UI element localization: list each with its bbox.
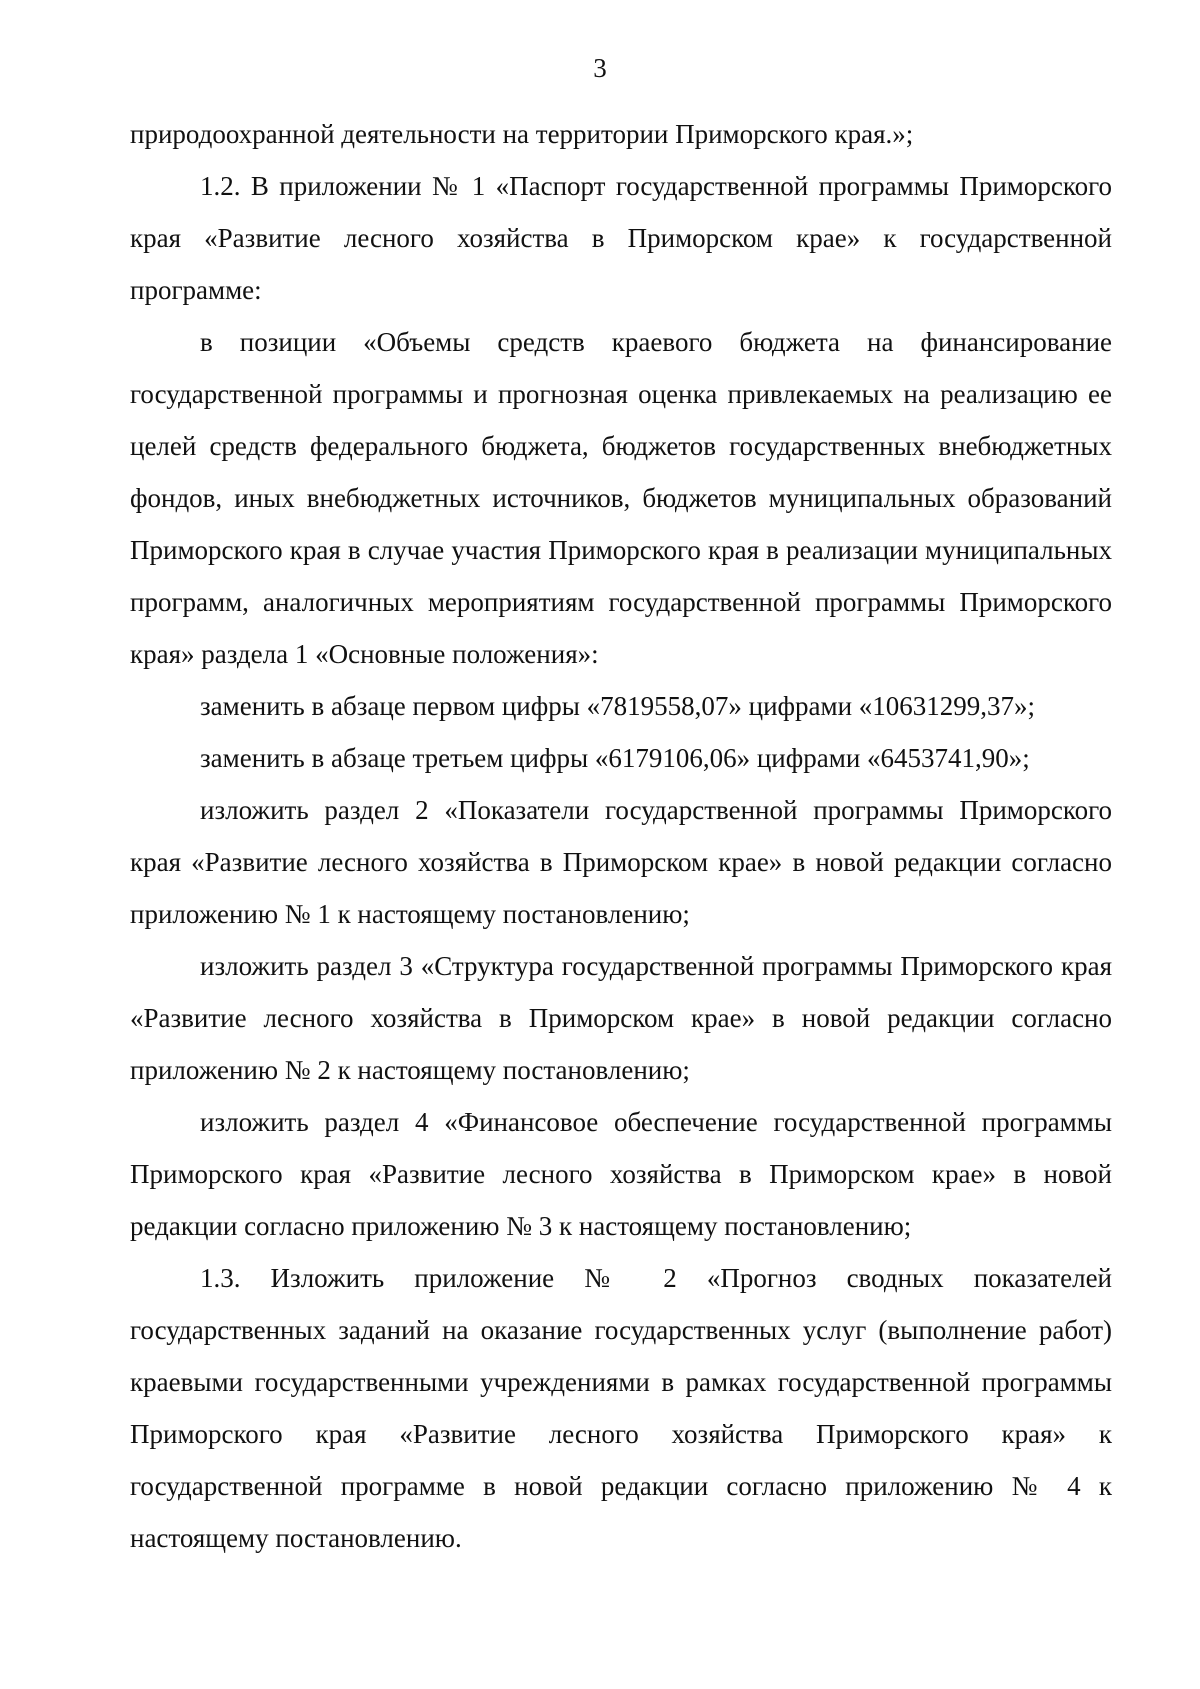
document-body [130, 108, 1112, 1564]
page-number: 3 [593, 53, 607, 83]
paragraph-replace-third: заменить в абзаце третьем цифры «6179106,06» цифрами «6453741,90»; [200, 743, 1030, 773]
paragraph-replace-first: заменить в абзаце первом цифры «7819558,07» цифрами «10631299,37»; [200, 691, 1036, 721]
paragraph-item-1-3: 1.3. Изложить приложение № 2 «Прогноз сводных показателей государственных заданий на оказание государственных услуг (выполнение работ) краевыми государственными учреждениями в рамках государственной программы Приморского края «Развитие лесного хозяйства Приморского края» к государственной программе в новой редакции согласно приложению № 4 к настоящему постановлению. [130, 1263, 1112, 1553]
paragraph-section-4: изложить раздел 4 «Финансовое обеспечение государственной программы Приморского края «Развитие лесного хозяйства в Приморском крае» в новой редакции согласно приложению № 3 к настоящему постановлению; [130, 1107, 1112, 1241]
paragraph-section-2: изложить раздел 2 «Показатели государственной программы Приморского края «Развитие лесного хозяйства в Приморском крае» в новой редакции согласно приложению № 1 к настоящему постановлению; [130, 795, 1112, 929]
paragraph-item-1-2: 1.2. В приложении № 1 «Паспорт государственной программы Приморского края «Развитие лесного хозяйства в Приморском крае» к государственной программе: [130, 171, 1112, 305]
paragraph-position-volumes: в позиции «Объемы средств краевого бюджета на финансирование государственной программы и прогнозная оценка привлекаемых на реализацию ее целей средств федерального бюджета, бюджетов государственных внебюджетных фондов, иных внебюджетных источников, бюджетов муниципальных образований Приморского края в случае участия Приморского края в реализации муниципальных программ, аналогичных мероприятиям государственной программы Приморского края» раздела 1 «Основные положения»: [130, 327, 1112, 669]
paragraph-section-3: изложить раздел 3 «Структура государственной программы Приморского края «Развитие лесного хозяйства в Приморском крае» в новой редакции согласно приложению № 2 к настоящему постановлению; [130, 951, 1112, 1085]
paragraph-continuation: природоохранной деятельности на территории Приморского края.»; [130, 119, 914, 149]
